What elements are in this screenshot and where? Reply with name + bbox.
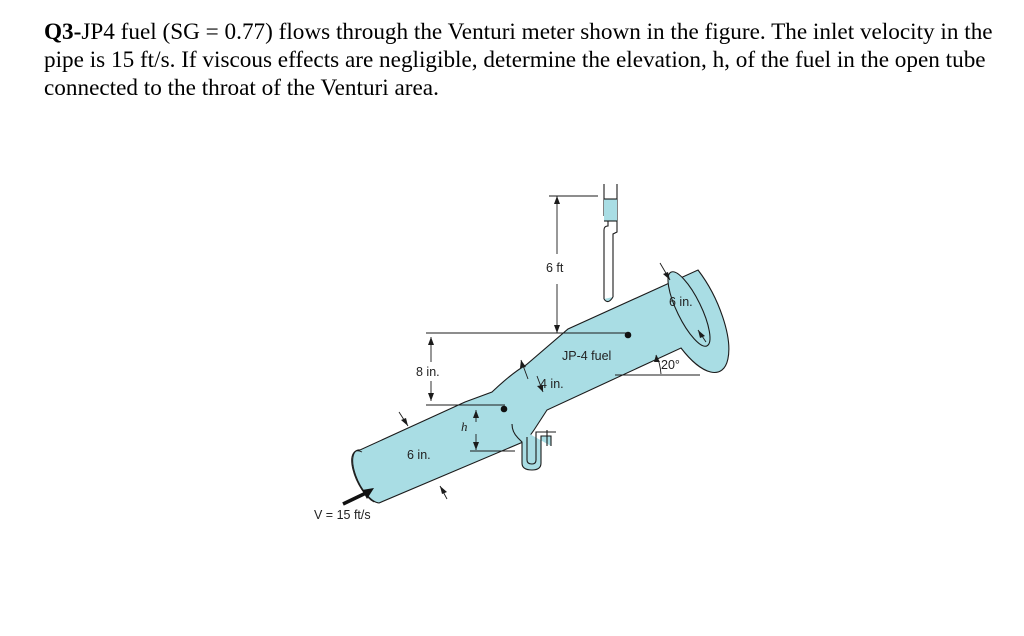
label-throat-diameter: 4 in. (540, 377, 564, 391)
question-body: JP4 fuel (SG = 0.77) flows through the Venturi meter shown in the figure. The inlet velocity in the pipe is 15 ft/s. If viscous effects are negligible, determine the elevation, h, of the fuel in the open tube connected to the throat of the Venturi area. (44, 19, 993, 101)
label-h: h (461, 419, 468, 434)
label-inlet-velocity: V = 15 ft/s (314, 508, 371, 522)
question-number: Q3- (44, 19, 82, 45)
label-outlet-diameter: 6 in. (669, 295, 693, 309)
label-6ft: 6 ft (546, 261, 564, 275)
throat-point-marker (501, 406, 508, 413)
open-tube-upper (604, 184, 617, 302)
label-angle: 20° (661, 358, 680, 372)
label-jp4-fuel: JP-4 fuel (562, 349, 612, 363)
label-8in: 8 in. (416, 365, 440, 379)
label-inlet-diameter: 6 in. (407, 448, 431, 462)
